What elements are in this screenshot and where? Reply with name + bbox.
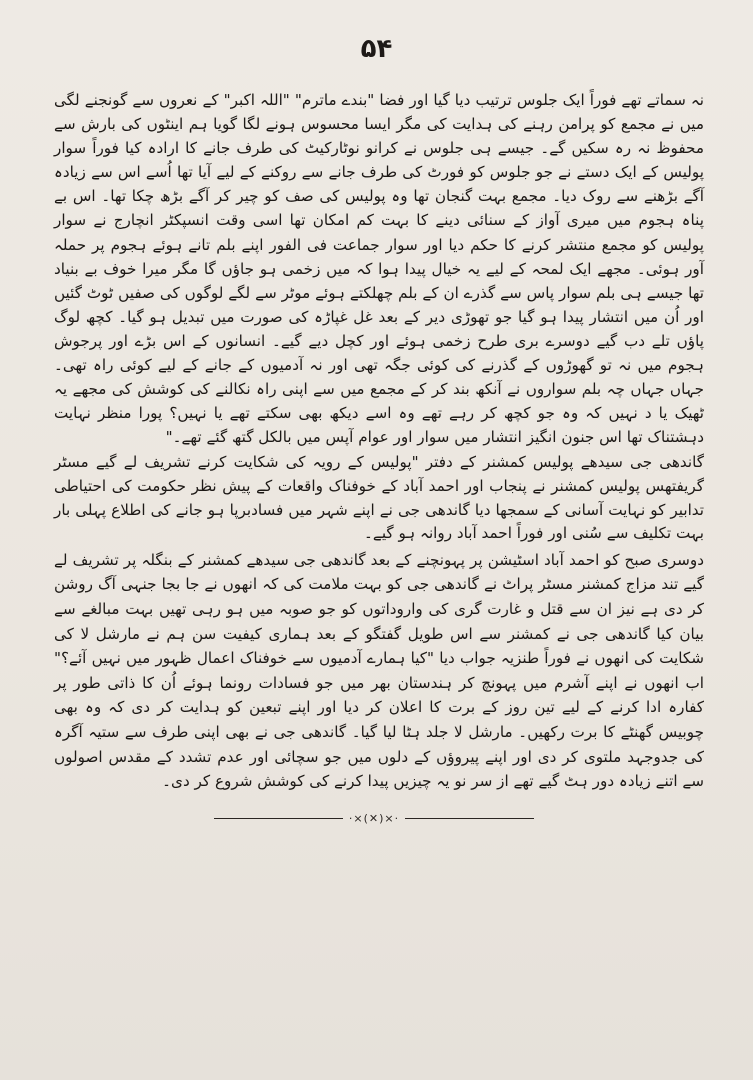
section-divider <box>214 810 534 826</box>
paragraph-police-commissioner: گاندھی جی سیدھے پولیس کمشنر کے دفتر "پولیس کے رویہ کی شکایت کرنے تشریف لے گیے مسٹر گریفتھس پولیس کمشنر نے پنجاب اور احمد آباد کے خوفناک واقعات کے پیش نظر حکومت کی احتیاطی تدابیر کو نہایت آسانی کے سمجھا دیا گاندھی جی نے اپنے شہر میں فسادبرپا ہو جانے کی اطلاع پہلی بار بہت تکلیف سے سُنی اور فوراً احمد آباد روانہ ہو گیے۔ <box>54 453 704 543</box>
paragraph-ahmedabad: دوسری صبح کو احمد آباد اسٹیشن پر پہونچنے کے بعد گاندھی جی سیدھے کمشنر کے بنگلہ پر تشریف لے گیے تند مزاج کمشنر مسٹر پراٹ نے گاندھی جی کو بہت ملامت کی کہ انھوں نے جا بجا جنہی آگ روشن کر دی ہے نیز ان سے قتل و غارت گری کی واروداتوں کو جو صوبہ میں ہو رہی تھیں بہت مبالغے سے بیان کیا گاندھی جی نے کمشنر سے اس طویل گفتگو کے بعد ہماری کیفیت سن ہم نے مارشل لا کی شکایت کی انھوں نے فوراً طنزیہ جواب دیا "کیا ہمارے آدمیوں سے خوفناک اعمال ظہور میں نہیں آئے؟" اب انھوں نے اپنے آشرم میں پہونچ کر ہندستان بھر میں جو فسادات رونما ہوئے اُن کا ذاتی طور پر کفارہ ادا کرنے کے لیے تین روز کے برت کا اعلان کر دیا اور اپنے تبعین کو ہدایت کر دی کہ وہ بھی چوبیس گھنٹے کا برت رکھیں۔ مارشل لا جلد ہٹا لیا گیا۔ گاندھی جی نے بھی اپنی طرف سے ستیہ آگرہ کی جدوجہد ملتوی کر دی اور اپنے پیروؤں کے دلوں میں جو سچائی اور عدم تشدد کے مقدس اصولوں سے اتنے زیادہ دور ہٹ گیے تھے از سر نو یہ چیزیں پیدا کرنے کی کوشش شروع کر دی۔ <box>54 550 704 791</box>
paragraph-procession: نہ سماتے تھے فوراً ایک جلوس ترتیب دیا گیا اور فضا "بندے ماترم" "اللہ اکبر" کے نعروں سے گونجنے لگی میں نے مجمع کو پرامن رہنے کی ہدایت کی مگر ایسا محسوس ہونے لگا گویا ہم اینٹوں کی بارش سے محفوظ نہ رہ سکیں گے۔ جیسے ہی جلوس نے کرانو نوٹارکیٹ کی طرف جانے کا ارادہ کیا فوراً سوار پولیس کے ایک دستے نے جو جلوس کو فورٹ کی طرف جانے سے روکنے کے لیے آیا تھا اُسے اس سے زیادہ آگے بڑھنے سے روک دیا۔ مجمع بہت گنجان تھا وہ پولیس کی صف کو چیر کر آگے بڑھ چکا تھا۔ اس بے پناہ ہجوم میں میری آواز کے سنائی دینے کا بہت کم امکان تھا اسی وقت انسپکٹر انچارج نے سوار پولیس کو مجمع منتشر کرنے کا حکم دیا اور سوار جماعت فی الفور اپنے بلم تانے ہوئے ہجوم پر حملہ آور ہوئی۔ مجھے ایک لمحہ کے لیے یہ خیال پیدا ہوا کہ میں زخمی ہو جاؤں گا مگر میرا خوف بے بنیاد تھا جیسے ہی بلم سوار پاس سے گذرے ان کے بلم چھلکتے ہوئے موٹر سے لگے لوگوں کی صفیں ٹوٹ گئیں اور اُن میں انتشار پیدا ہو گیا جو تھوڑی دیر کے بعد غل غپاڑہ کی صورت میں تبدیل ہو گیا۔ کچھ لوگ پاؤں تلے دب گیے دوسرے بری طرح زخمی ہوئے اور کچل دیے گیے۔ انسانوں کے اس بڑے اور پرجوش ہجوم میں نہ تو گھوڑوں کے گذرنے کی کوئی جگہ تھی اور نہ آدمیوں کے جانے کے لیے کوئی راہ تھی۔ جہاں جہاں چہ بلم سواروں نے آنکھ بند کر کے مجمع میں سے اپنی راہ نکالنے کی کوشش کی مجھے یہ ٹھیک یا د نہیں کہ وہ جو کچھ کر رہے تھے وہ اسے دیکھ بھی سکتے تھے یا نہیں؟ پورا منظر نہایت دہشتناک تھا اس جنون انگیز انتشار میں سوار اور عوام آپس میں بالکل گتھ گئے تھے۔" <box>54 91 704 447</box>
divider-line-left <box>214 818 343 819</box>
body-text <box>54 88 704 794</box>
divider-ornament: ·×(✕)×· <box>348 811 400 825</box>
page-number: ۵۴ <box>360 34 393 64</box>
divider-line-right <box>405 818 534 819</box>
